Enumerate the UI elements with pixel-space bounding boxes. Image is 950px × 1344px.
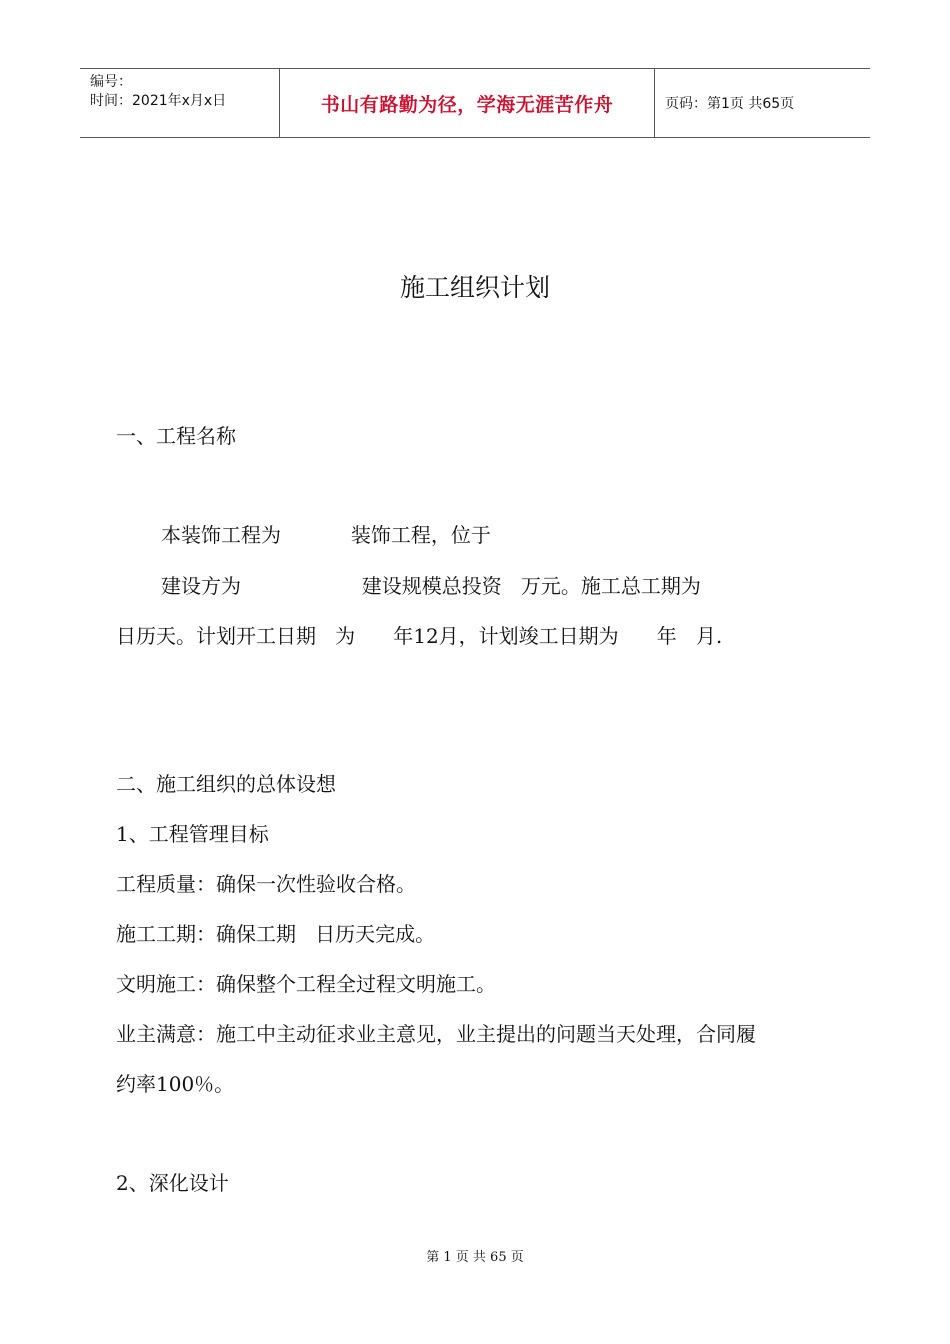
goal-schedule: 施工工期：确保工期 日历天完成。 xyxy=(116,922,436,946)
section-1-heading: 一、工程名称 xyxy=(116,424,236,448)
header-motto: 书山有路勤为径，学海无涯苦作舟 xyxy=(320,93,614,116)
doc-date-label: 时间：2021年x月x日 xyxy=(90,93,227,109)
goal-owner-satisfaction-line-2: 约率100％。 xyxy=(116,1072,235,1096)
document-title: 施工组织计划 xyxy=(399,273,550,302)
header-motto-cell xyxy=(280,69,655,137)
page-footer: 第 1 页 共 65 页 xyxy=(426,1250,524,1265)
page-header xyxy=(80,68,870,138)
header-page-info: 页码：第1页 共65页 xyxy=(665,96,795,112)
section-1-paragraph-1: 本装饰工程为 装饰工程，位于 xyxy=(161,523,491,547)
goal-civilized-construction: 文明施工：确保整个工程全过程文明施工。 xyxy=(116,972,496,996)
header-left-cell xyxy=(80,69,280,137)
section-2-heading: 二、施工组织的总体设想 xyxy=(116,772,336,796)
goal-owner-satisfaction-line-1: 业主满意：施工中主动征求业主意见，业主提出的问题当天处理，合同履 xyxy=(116,1022,756,1046)
section-1-paragraph-3: 日历天。计划开工日期 为 年12月，计划竣工日期为 年 月. xyxy=(116,624,723,648)
section-1-paragraph-2: 建设方为 建设规模总投资 万元。施工总工期为 xyxy=(161,574,701,598)
goal-quality: 工程质量：确保一次性验收合格。 xyxy=(116,872,416,896)
subsection-2-1-heading: 1、工程管理目标 xyxy=(116,822,269,846)
subsection-2-2-heading: 2、深化设计 xyxy=(116,1171,229,1195)
doc-number-label: 编号： xyxy=(90,74,132,90)
